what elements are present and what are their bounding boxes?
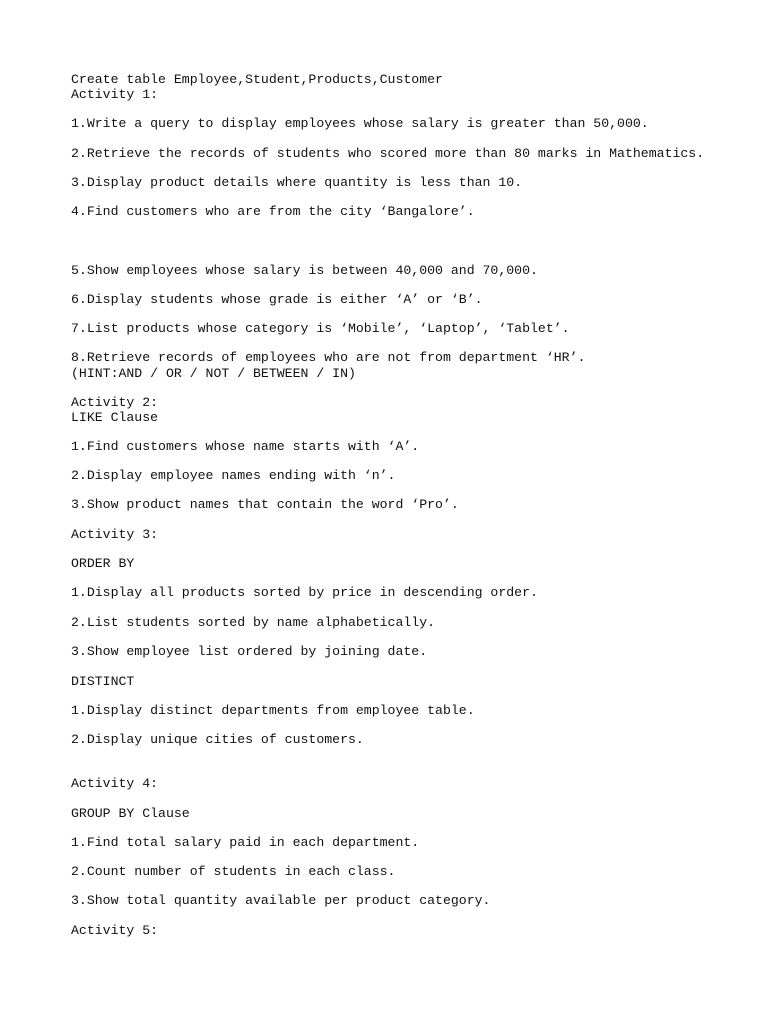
activity-1-item-6: 6.Display students whose grade is either ‘A’ or ‘B’. [71, 292, 483, 307]
activity-5-heading: Activity 5: [71, 923, 159, 938]
activity-3-item-1: 1.Display all products sorted by price in descending order. [71, 585, 538, 600]
distinct-item-1: 1.Display distinct departments from employee table. [71, 703, 475, 718]
activity-4-heading: Activity 4: [71, 776, 159, 791]
activity-3-heading: Activity 3: [71, 527, 159, 542]
activity-1-item-3: 3.Display product details where quantity is less than 10. [71, 175, 523, 190]
distinct-subtitle: DISTINCT [71, 674, 135, 689]
activity-2-item-2: 2.Display employee names ending with ‘n’. [71, 468, 396, 483]
activity-1-hint: (HINT:AND / OR / NOT / BETWEEN / IN) [71, 366, 356, 381]
activity-1-heading: Activity 1: [71, 87, 159, 102]
activity-3-item-3: 3.Show employee list ordered by joining date. [71, 644, 428, 659]
activity-4-item-2: 2.Count number of students in each class. [71, 864, 396, 879]
activity-3-subtitle: ORDER BY [71, 556, 135, 571]
activity-1-item-2: 2.Retrieve the records of students who scored more than 80 marks in Mathematics. [71, 146, 705, 161]
activity-3-item-2: 2.List students sorted by name alphabetically. [71, 615, 436, 630]
activity-2-heading: Activity 2: [71, 395, 159, 410]
activity-2-item-1: 1.Find customers whose name starts with ‘A’. [71, 439, 420, 454]
activity-1-item-8: 8.Retrieve records of employees who are not from department ‘HR’. [71, 350, 586, 365]
activity-4-item-3: 3.Show total quantity available per product category. [71, 893, 491, 908]
activity-4-item-1: 1.Find total salary paid in each department. [71, 835, 420, 850]
activity-2-subtitle: LIKE Clause [71, 410, 159, 425]
activity-1-item-7: 7.List products whose category is ‘Mobile’, ‘Laptop’, ‘Tablet’. [71, 321, 570, 336]
activity-1-item-4: 4.Find customers who are from the city ‘Bangalore’. [71, 204, 475, 219]
activity-1-item-1: 1.Write a query to display employees whose salary is greater than 50,000. [71, 116, 649, 131]
doc-heading: Create table Employee,Student,Products,Customer [71, 72, 443, 87]
activity-2-item-3: 3.Show product names that contain the word ‘Pro’. [71, 497, 459, 512]
distinct-item-2: 2.Display unique cities of customers. [71, 732, 364, 747]
activity-1-item-5: 5.Show employees whose salary is between 40,000 and 70,000. [71, 263, 538, 278]
activity-4-subtitle: GROUP BY Clause [71, 806, 190, 821]
